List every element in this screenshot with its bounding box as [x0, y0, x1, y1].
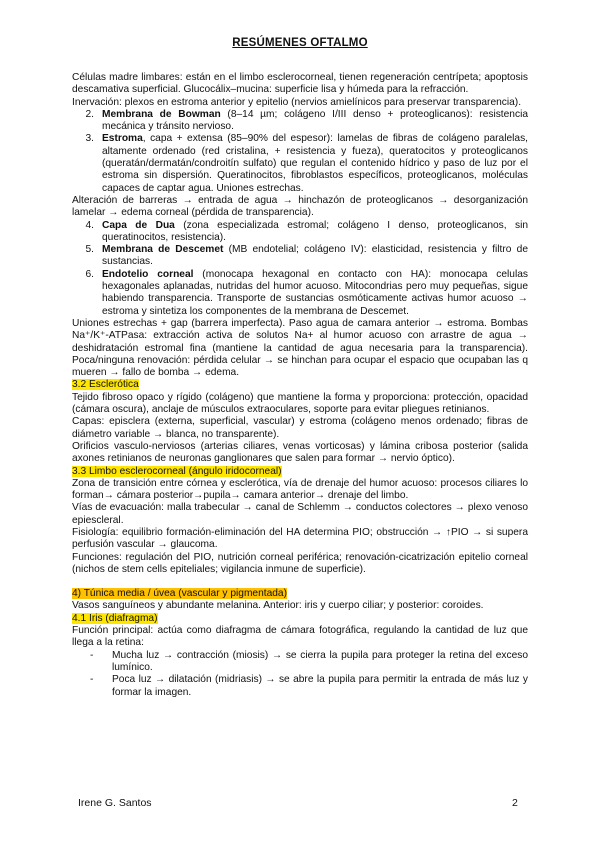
- list-item-text: (zona especializada estromal; colágeno I denso, proteoglicanos, sin queratinocitos, resistencia).: [102, 219, 528, 243]
- term-bold: Capa de Dua: [102, 219, 175, 231]
- term-bold: Estroma: [102, 133, 143, 145]
- term-bold: Membrana de Descemet: [102, 244, 224, 256]
- list-number: 3.: [85, 133, 94, 145]
- section-heading-esclerotica: 3.2 Esclerótica: [72, 379, 139, 391]
- paragraph-funciones: Funciones: regulación del PIO, nutrición corneal periférica; renovación-cicatrización epitelio corneal (nichos de stem cells epiteliales; vigilancia inmune de superficie).: [72, 551, 528, 575]
- list-item-text: (monocapa hexagonal en contacto con HA): monocapa celulas hexagonales aplanadas, nutridas del humor acuoso. Mitocondrias pero muy pequeñas, sigue habiendo transparencia. Transporte de sustancias osmóticamente activas humor acuoso → estroma y sintetiza los componentes de la membrana de Descemet.: [102, 268, 529, 317]
- list-item-text: , capa + extensa (85–90% del espesor): lamelas de fibras de colágeno paralelas, altamente ordenado (red cristalina, + resistencia y fueza), queratocitos y proteoglicanos (queratán/dermatán/condroitín sulfato) que regulan el contenido hídrico y paso de luz por el estroma sin dispersión. Queratinocitos, fibroblastos específicos, proteoglicanos, moléculas capaces de captar agua. Uniones estrechas.: [102, 133, 528, 194]
- list-number: 4.: [85, 219, 94, 231]
- footer-author: Irene G. Santos: [78, 797, 152, 809]
- paragraph-uniones: Uniones estrechas + gap (barrera imperfecta). Paso agua de camara anterior → estroma. Bombas Na⁺/K⁺-ATPasa: extracción activa de solutos Na+ al humor acuoso con arrastre de agua → deshidratación estromal fina (mantiene la cantidad de agua necesaria para la transparencia). Poca/ninguna renovación: pérdida celular → se hinchan para ocupar el espacio que ocupaban las q mueren → fallo de bomba → edema.: [72, 317, 528, 379]
- list-item-dua: [72, 220, 528, 245]
- list-number: 5.: [85, 244, 94, 256]
- dash-bullet: -: [90, 674, 94, 686]
- list-number: 6.: [85, 268, 94, 280]
- paragraph-tejido: Tejido fibroso opaco y rígido (colágeno) que mantiene la forma y proporciona: protección, opacidad (cámara oscura), anclaje de músculos extraoculares, soporte para evitar pliegues retinianos.: [72, 391, 528, 416]
- document-body: [72, 72, 528, 699]
- dash-bullet: -: [90, 649, 94, 661]
- list-number: 2.: [85, 108, 94, 120]
- list-item-estroma: [72, 133, 528, 194]
- paragraph-vasos: Vasos sanguíneos y abundante melanina. Anterior: iris y cuerpo ciliar; y posterior: coroides.: [72, 600, 484, 612]
- paragraph-funcion: Función principal: actúa como diafragma de cámara fotográfica, regulando la cantidad de luz que llega a la retina:: [72, 625, 528, 649]
- list-item-endotelio: [72, 269, 528, 318]
- spacer: [72, 576, 528, 588]
- page-number: 2: [512, 797, 518, 809]
- term-bold: Membrana de Bowman: [102, 108, 221, 120]
- section-heading-tunica: 4) Túnica media / úvea (vascular y pigmentada): [72, 588, 287, 600]
- section-heading-limbo: 3.3 Limbo esclerocorneal (ángulo iridocorneal): [72, 465, 282, 477]
- paragraph-zona: Zona de transición entre córnea y esclerótica, vía de drenaje del humor acuoso: procesos ciliares lo forman→ cámara posterior→pupila→ camara anterior→ drenaje del limbo.: [72, 477, 528, 502]
- paragraph-alteracion: Alteración de barreras → entrada de agua → hinchazón de proteoglicanos → desorganización lamelar → edema corneal (pérdida de transparencia).: [72, 194, 528, 219]
- paragraph-orificios: Orificios vasculo-nerviosos (arterias ciliares, venas vorticosas) y lámina cribosa posterior (salida axones retinianos de neuronas ganglionares que salen para formar → nervio óptico).: [72, 440, 528, 465]
- list-item-text: (MB endotelial; colágeno IV): elasticidad, resistencia y filtro de sustancias.: [102, 244, 528, 268]
- paragraph-fisiologia: Fisiología: equilibrio formación-eliminación del HA determina PIO; obstrucción → ↑PIO → si supera perfusión vascular → glaucoma.: [72, 526, 528, 551]
- list-item-text: (8–14 µm; colágeno I/III denso + proteoglicanos): resistencia mecánica y tránsito nervioso.: [102, 108, 528, 133]
- paragraph-limbares: Células madre limbares: están en el limbo esclerocorneal, tienen regeneración centrípeta; apoptosis descamativa superficial. Glucocálix–mucina: superficie lisa y húmeda para la refracción.: [72, 72, 528, 96]
- paragraph-inervacion: Inervación: plexos en estroma anterior y epitelio (nervios amielínicos para preservar transparencia).: [72, 96, 522, 108]
- list-item-text: Mucha luz → contracción (miosis) → se cierra la pupila para proteger la retina del exceso lumínico.: [112, 649, 528, 673]
- list-item-mucha-luz: [72, 650, 528, 675]
- list-item-text: Poca luz → dilatación (midriasis) → se abre la pupila para permitir la entrada de más luz y formar la imagen.: [112, 674, 528, 698]
- list-item-poca-luz: [72, 674, 528, 699]
- page-title: RESÚMENES OFTALMO: [232, 37, 368, 49]
- term-bold: Endotelio corneal: [102, 268, 194, 280]
- section-heading-iris: 4.1 Iris (diafragma): [72, 612, 158, 624]
- paragraph-vias: Vías de evacuación: malla trabecular → canal de Schlemm → conductos colectores → plexo venoso epiescleral.: [72, 502, 528, 526]
- list-item-descemet: [72, 244, 528, 269]
- list-item-bowman: [72, 109, 528, 134]
- paragraph-capas: Capas: episclera (externa, superficial, vascular) y estroma (colágeno menos ordenado; fibras de diámetro variable → blanca, no transparente).: [72, 416, 528, 440]
